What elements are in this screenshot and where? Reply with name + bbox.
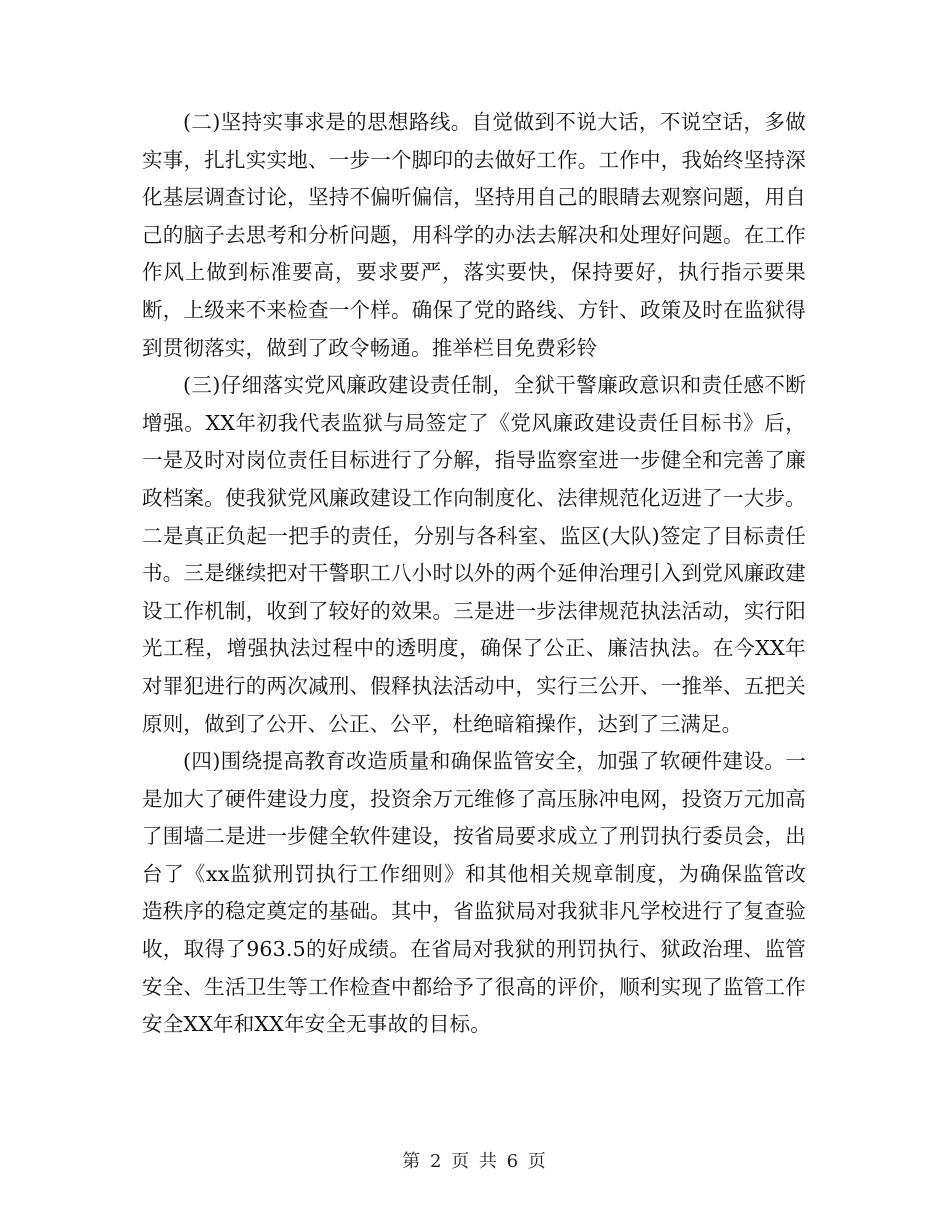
page-footer: 第 2 页 共 6 页 — [402, 1151, 548, 1172]
paragraph-3: (三)仔细落实党风廉政建设责任制，全狱干警廉政意识和责任感不断增强。XX年初我代表监狱与局签定了《党风廉政建设责任目标书》后，一是及时对岗位责任目标进行了分解，指导监察室进一步健全和完善了廉政档案。使我狱党风廉政建设工作向制度化、法律规范化迈进了一大步。二是真正负起一把手的责任，分别与各科室、监区(大队)签定了目标责任书。三是继续把对干警职工八小时以外的两个延伸治理引入到党风廉政建设工作机制，收到了较好的效果。三是进一步法律规范执法活动，实行阳光工程，增强执法过程中的透明度，确保了公正、廉洁执法。在今XX年对罪犯进行的两次减刑、假释执法活动中，实行三公开、一推举、五把关原则，做到了公开、公正、公平，杜绝暗箱操作，达到了三满足。 — [142, 373, 806, 736]
paragraph-4: (四)围绕提高教育改造质量和确保监管安全，加强了软硬件建设。一是加大了硬件建设力度，投资余万元维修了高压脉冲电网，投资万元加高了围墙二是进一步健全软件建设，按省局要求成立了刑罚执行委员会，出台了《xx监狱刑罚执行工作细则》和其他相关规章制度，为确保监管改造秩序的稳定奠定的基础。其中，省监狱局对我狱非凡学校进行了复查验收，取得了963.5的好成绩。在省局对我狱的刑罚执行、狱政治理、监管安全、生活卫生等工作检查中都给予了很高的评价，顺利实现了监管工作安全XX年和XX年安全无事故的目标。 — [142, 749, 806, 1037]
document-body — [142, 104, 806, 1044]
paragraph-2: (二)坚持实事求是的思想路线。自觉做到不说大话，不说空话，多做实事，扎扎实实地、一步一个脚印的去做好工作。工作中，我始终坚持深化基层调查讨论，坚持不偏听偏信，坚持用自己的眼睛去观察问题，用自己的脑子去思考和分析问题，用科学的办法去解决和处理好问题。在工作作风上做到标准要高，要求要严，落实要快，保持要好，执行指示要果断，上级来不来检查一个样。确保了党的路线、方针、政策及时在监狱得到贯彻落实，做到了政令畅通。推举栏目免费彩铃 — [142, 110, 806, 360]
